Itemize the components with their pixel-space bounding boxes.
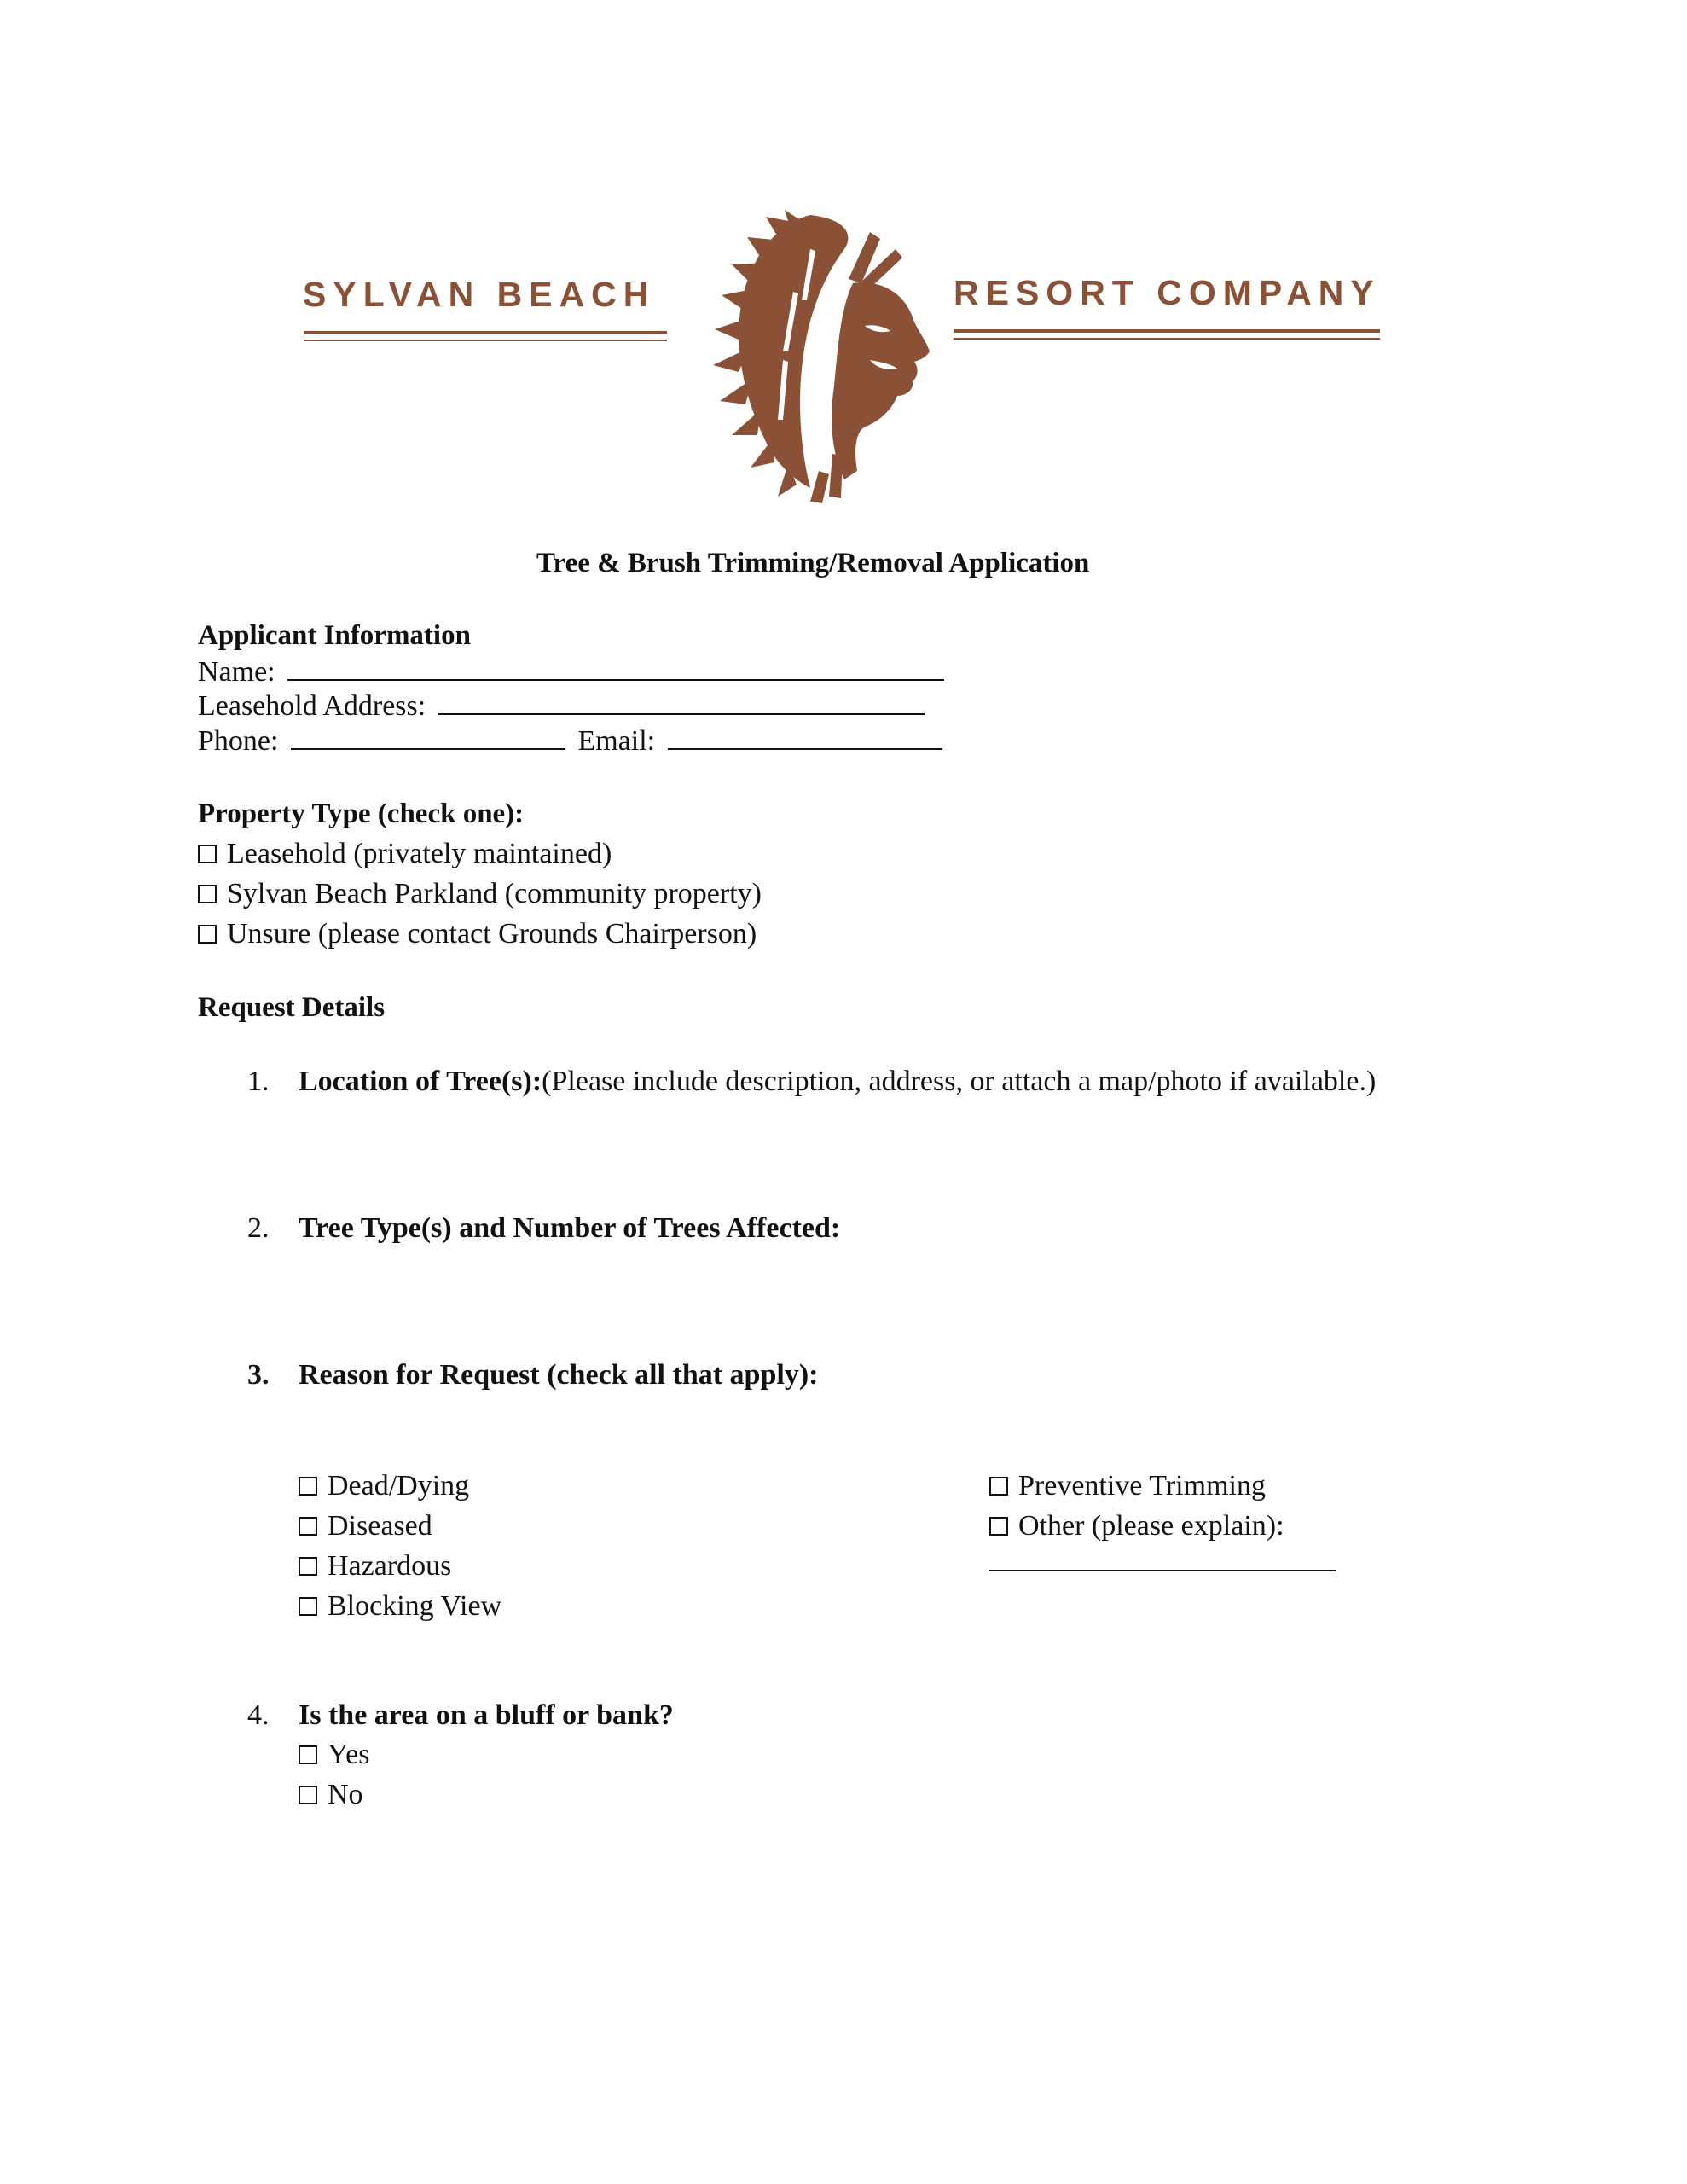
phone-label: Phone: [198, 725, 279, 757]
name-row [198, 655, 944, 689]
leasehold-checkbox[interactable] [198, 845, 217, 863]
option-label: Unsure (please contact Grounds Chairperson) [227, 918, 757, 950]
option-label: Blocking View [328, 1590, 502, 1622]
form-title: Tree & Brush Trimming/Removal Application [536, 548, 1090, 578]
option-label: Leasehold (privately maintained) [227, 838, 612, 869]
letterhead-right-rule-thin [954, 338, 1380, 340]
property-option [198, 877, 762, 911]
bluff-option [299, 1738, 369, 1772]
other-explain-field[interactable] [989, 1546, 1336, 1571]
question-number: 4. [247, 1699, 270, 1731]
blocking-view-checkbox[interactable] [299, 1597, 317, 1616]
phone-email-row [198, 724, 942, 758]
option-label: Preventive Trimming [1018, 1470, 1266, 1502]
phone-field[interactable] [291, 724, 565, 750]
address-label: Leasehold Address: [198, 690, 426, 722]
address-row [198, 689, 925, 723]
property-option [198, 837, 612, 871]
name-field[interactable] [287, 655, 944, 681]
question-label: Reason for Request (check all that apply): [299, 1359, 819, 1391]
other-explain-row [989, 1546, 1336, 1580]
question-1 [247, 1065, 1376, 1099]
bluff-no-checkbox[interactable] [299, 1786, 317, 1804]
preventive-trimming-checkbox[interactable] [989, 1477, 1008, 1496]
letterhead-left-text: SYLVAN BEACH [303, 275, 656, 314]
parkland-checkbox[interactable] [198, 885, 217, 903]
bluff-option [299, 1778, 363, 1812]
reason-option [989, 1509, 1284, 1543]
dead-dying-checkbox[interactable] [299, 1477, 317, 1496]
question-hint: (Please include description, address, or attach a map/photo if available.) [542, 1066, 1377, 1097]
request-heading: Request Details [198, 992, 386, 1023]
leasehold-address-field[interactable] [438, 689, 925, 715]
option-label: No [328, 1779, 363, 1810]
letterhead-left-rule-thin [304, 340, 667, 341]
reason-option [299, 1589, 501, 1623]
option-label: Sylvan Beach Parkland (community property) [227, 878, 762, 909]
headdress-emblem-icon [682, 198, 955, 505]
question-2 [247, 1211, 840, 1246]
question-3 [247, 1358, 818, 1392]
email-field[interactable] [668, 724, 942, 750]
option-label: Diseased [328, 1510, 432, 1542]
email-label: Email: [577, 725, 656, 757]
name-label: Name: [198, 656, 275, 688]
question-label: Tree Type(s) and Number of Trees Affected: [299, 1212, 841, 1244]
diseased-checkbox[interactable] [299, 1517, 317, 1536]
letterhead-right-rule [954, 329, 1380, 333]
reason-option [299, 1469, 469, 1503]
applicant-heading: Applicant Information [198, 620, 471, 651]
option-label: Yes [328, 1739, 370, 1770]
property-option [198, 917, 757, 951]
question-number: 1. [247, 1066, 270, 1097]
question-4 [247, 1699, 674, 1733]
letterhead-left-rule [304, 331, 667, 334]
bluff-yes-checkbox[interactable] [299, 1745, 317, 1764]
other-checkbox[interactable] [989, 1517, 1008, 1536]
reason-option [989, 1469, 1266, 1503]
option-label: Dead/Dying [328, 1470, 470, 1502]
option-label: Other (please explain): [1018, 1510, 1284, 1542]
hazardous-checkbox[interactable] [299, 1557, 317, 1576]
reason-option [299, 1509, 432, 1543]
question-label: Is the area on a bluff or bank? [299, 1699, 674, 1731]
question-label: Location of Tree(s): [299, 1066, 542, 1097]
reason-option [299, 1549, 451, 1583]
question-number: 3. [247, 1359, 270, 1391]
question-number: 2. [247, 1212, 270, 1244]
option-label: Hazardous [328, 1550, 452, 1582]
unsure-checkbox[interactable] [198, 925, 217, 944]
property-heading: Property Type (check one): [198, 799, 525, 829]
letterhead-right-text: RESORT COMPANY [954, 273, 1381, 312]
